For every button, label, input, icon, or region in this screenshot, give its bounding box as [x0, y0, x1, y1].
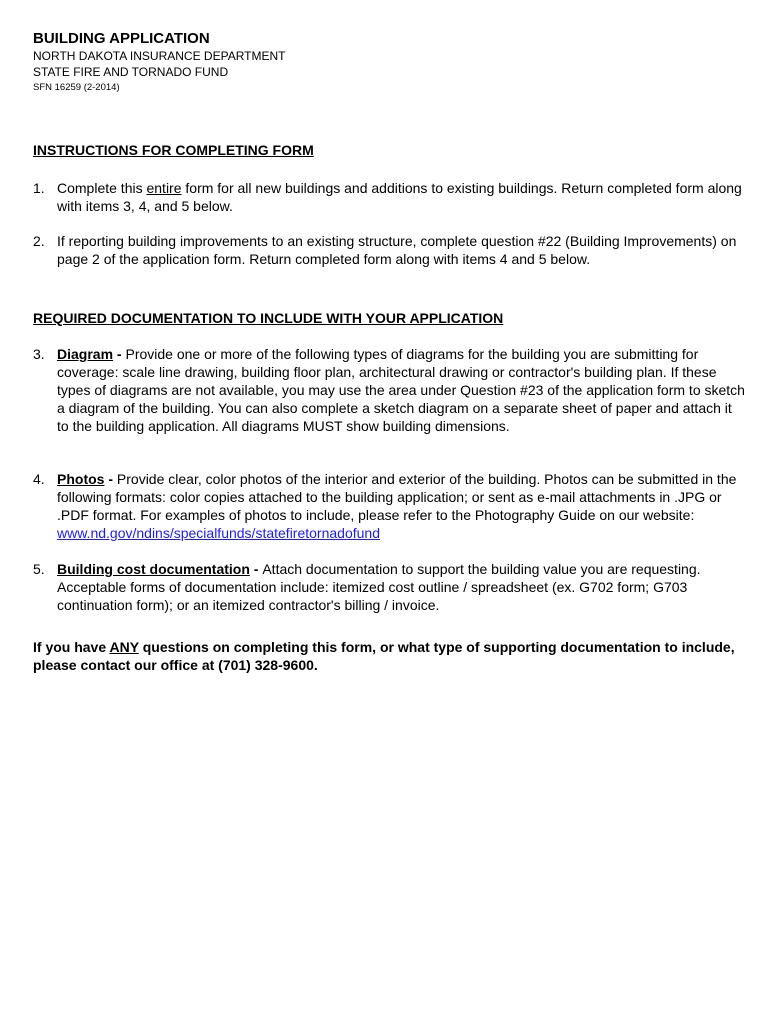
- item-text: [57, 179, 745, 215]
- item-text-part: Attach documentation to support the building value you are requesting. Acceptable forms of documentation include: itemized cost outline / spreadsheet (ex. G702 form; G703 continuation form); or an itemized contractor's billing / invoice.: [57, 561, 701, 613]
- item-number: 5.: [33, 561, 45, 577]
- contact-text-part: If you have: [33, 639, 110, 655]
- instructions-heading: INSTRUCTIONS FOR COMPLETING FORM: [33, 142, 314, 158]
- item-text: [57, 560, 745, 614]
- contact-note: [33, 638, 745, 674]
- item-text-part: Provide clear, color photos of the interior and exterior of the building. Photos can be submitted in the following formats: color copies attached to the building application; or sent as e-mail attachments in .JPG or .PDF format. For examples of photos to include, please refer to the Photography Guide on our website:: [57, 471, 737, 523]
- label-separator: -: [249, 561, 263, 577]
- documentation-item-diagram: [33, 345, 745, 435]
- item-number: 4.: [33, 471, 45, 487]
- item-label-diagram: Diagram: [57, 346, 114, 362]
- fund-name: STATE FIRE AND TORNADO FUND: [33, 65, 229, 79]
- item-label-photos: Photos: [57, 471, 105, 487]
- item-number: 1.: [33, 180, 45, 196]
- form-title: BUILDING APPLICATION: [33, 30, 210, 47]
- item-number: 3.: [33, 346, 45, 362]
- item-text-part: Provide one or more of the following types of diagrams for the building you are submitting for coverage: scale line drawing, building floor plan, architectural drawing or contractor's building plan. If these types of diagrams are not available, you may use the area under Question #23 of the application form to sketch a diagram of the building. You can also complete a sketch diagram on a separate sheet of paper and attach it to the building application. All diagrams MUST show building dimensions.: [57, 346, 745, 434]
- emphasis-entire: entire: [146, 180, 182, 196]
- website-link[interactable]: www.nd.gov/ndins/specialfunds/statefiretornadofund: [57, 525, 380, 541]
- department-name: NORTH DAKOTA INSURANCE DEPARTMENT: [33, 49, 286, 63]
- label-separator: -: [104, 471, 117, 487]
- item-text: [57, 345, 745, 435]
- emphasis-any: ANY: [109, 639, 139, 655]
- label-separator: -: [113, 346, 126, 362]
- item-text-part: form for all new buildings and additions to existing buildings. Return completed form along with items 3, 4, and 5 below.: [57, 180, 742, 214]
- form-number: SFN 16259 (2-2014): [33, 82, 120, 93]
- documentation-heading: REQUIRED DOCUMENTATION TO INCLUDE WITH YOUR APPLICATION: [33, 310, 504, 326]
- item-number: 2.: [33, 233, 45, 249]
- documentation-item-photos: [33, 470, 745, 542]
- item-text: [57, 470, 745, 542]
- item-text: If reporting building improvements to an existing structure, complete question #22 (Building Improvements) on page 2 of the application form. Return completed form along with items 4 and 5 below.: [57, 233, 737, 267]
- instruction-item-2: [33, 232, 745, 268]
- item-text-part: Complete this: [57, 180, 147, 196]
- instruction-item-1: [33, 179, 745, 215]
- documentation-item-cost: [33, 560, 745, 614]
- form-header: [33, 30, 285, 94]
- contact-text-part: questions on completing this form, or what type of supporting documentation to include, please contact our office at (701) 328-9600.: [33, 639, 735, 673]
- item-label-building-cost: Building cost documentation: [57, 561, 250, 577]
